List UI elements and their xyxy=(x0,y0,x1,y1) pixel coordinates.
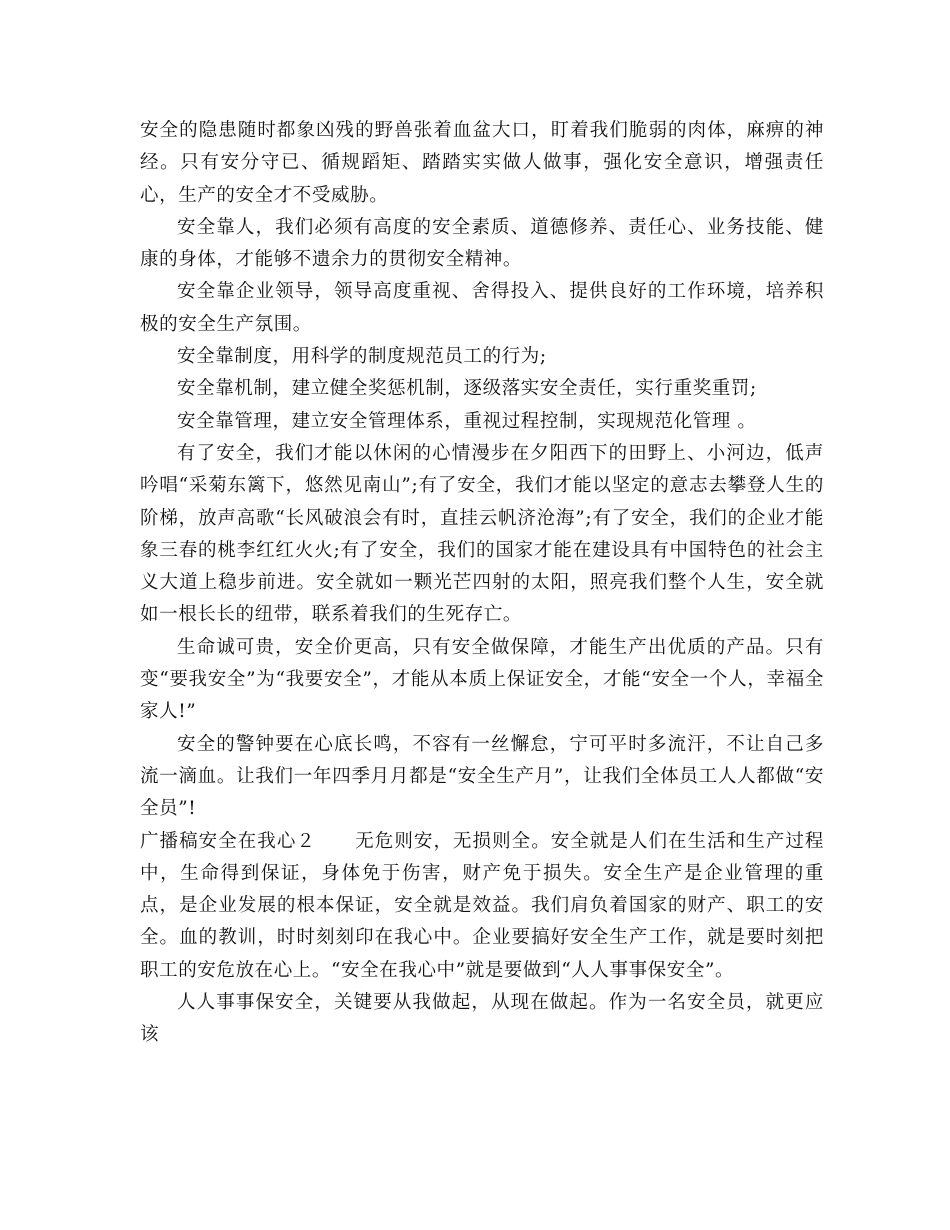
last-paragraph: 人人事事保安全，关键要从我做起，从现在做起。作为一名安全员，就更应该 xyxy=(140,992,824,1046)
paragraph-2: 安全靠人，我们必须有高度的安全素质、道德修养、责任心、业务技能、健康的身体，才能够不遗余力的贯彻安全精神。 xyxy=(140,216,824,271)
paragraph-1: 安全的隐患随时都象凶残的野兽张着血盆大口，盯着我们脆弱的肉体，麻痹的神经。只有安分守已、循规蹈矩、踏踏实实做人做事，强化安全意识，增强责任心，生产的安全才不受威胁。 xyxy=(140,120,824,206)
paragraph-3: 安全靠企业领导，领导高度重视、舍得投入、提供良好的工作环境，培养积极的安全生产氛围。 xyxy=(140,281,824,335)
section-first-paragraph: 无危则安，无损则全。安全就是人们在生活和生产过程中，生命得到保证，身体免于伤害，财产免于损失。安全生产是企业管理的重点，是企业发展的根本保证，安全就是效益。我们肩负着国家的财产、职工的安全。血的教训，时时刻刻印在我心中。企业要搞好安全生产工作，就是要时刻把职工的安危放在心上。“安全在我心中”就是要做到“人人事事保安全”。 xyxy=(140,830,824,981)
paragraph-4: 安全靠制度，用科学的制度规范员工的行为; xyxy=(177,346,547,368)
section-paragraph xyxy=(140,826,824,987)
paragraph-9: 安全的警钟要在心底长鸣，不容有一丝懈怠，宁可平时多流汗，不让自己多流一滴血。让我们一年四季月月都是“安全生产月”，让我们全体员工人人都做“安全员”! xyxy=(140,733,824,820)
paragraph-8: 生命诚可贵，安全价更高，只有安全做保障，才能生产出优质的产品。只有变“要我安全”为“我要安全”，才能从本质上保证安全，才能“安全一个人，幸福全家人!” xyxy=(140,636,824,723)
document-body xyxy=(140,115,824,1052)
paragraph-6: 安全靠管理，建立安全管理体系，重视过程控制，实现规范化管理 。 xyxy=(177,410,757,432)
section-heading: 广播稿安全在我心２ xyxy=(140,830,316,852)
paragraph-7: 有了安全，我们才能以休闲的心情漫步在夕阳西下的田野上、小河边，低声吟唱“采菊东篱下，悠然见南山”;有了安全，我们才能以坚定的意志去攀登人生的阶梯，放声高歌“长风破浪会有时，直挂云帆济沧海”;有了安全，我们的企业才能象三春的桃李红红火火;有了安全，我们的国家才能在建设具有中国特色的社会主义大道上稳步前进。安全就如一颗光芒四射的太阳，照亮我们整个人生，安全就如一根长长的纽带，联系着我们的生死存亡。 xyxy=(140,442,824,626)
paragraph-5: 安全靠机制，建立健全奖惩机制，逐级落实安全责任，实行重奖重罚; xyxy=(177,378,757,400)
